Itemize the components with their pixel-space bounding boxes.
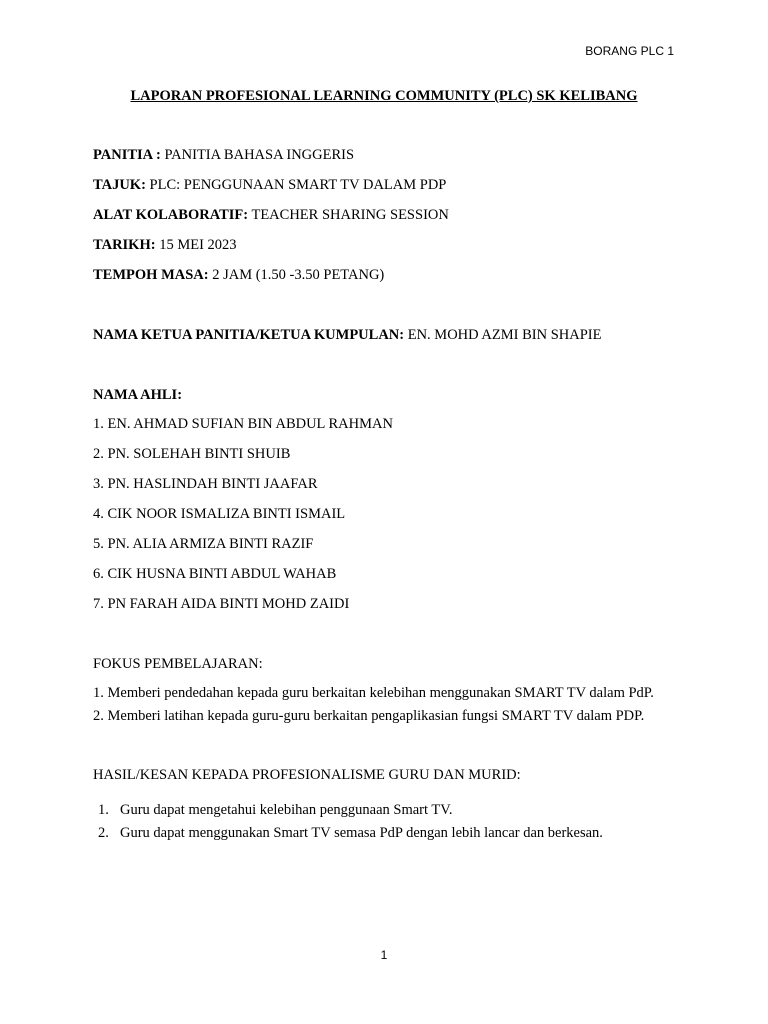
tempoh-label: TEMPOH MASA: bbox=[93, 267, 209, 283]
tempoh-line bbox=[93, 266, 384, 284]
tarikh-label: TARIKH: bbox=[93, 237, 156, 253]
panitia-label: PANITIA : bbox=[93, 147, 161, 163]
ketua-value: EN. MOHD AZMI BIN SHAPIE bbox=[404, 327, 602, 343]
tajuk-label: TAJUK: bbox=[93, 177, 146, 193]
tarikh-value: 15 MEI 2023 bbox=[155, 237, 237, 253]
member-item: 6. CIK HUSNA BINTI ABDUL WAHAB bbox=[93, 566, 337, 582]
alat-line bbox=[93, 206, 449, 224]
ketua-label: NAMA KETUA PANITIA/KETUA KUMPULAN: bbox=[93, 327, 405, 343]
hasil-item bbox=[98, 824, 603, 842]
tarikh-line bbox=[93, 236, 237, 254]
tempoh-value: 2 JAM (1.50 -3.50 PETANG) bbox=[208, 267, 385, 283]
alat-value: TEACHER SHARING SESSION bbox=[248, 207, 449, 223]
form-code: BORANG PLC 1 bbox=[585, 44, 674, 58]
member-item: 2. PN. SOLEHAH BINTI SHUIB bbox=[93, 446, 291, 462]
member-item: 1. EN. AHMAD SUFIAN BIN ABDUL RAHMAN bbox=[93, 416, 393, 432]
ahli-heading: NAMA AHLI: bbox=[93, 387, 183, 403]
panitia-value: PANITIA BAHASA INGGERIS bbox=[160, 147, 355, 163]
fokus-heading: FOKUS PEMBELAJARAN: bbox=[93, 656, 263, 672]
panitia-line bbox=[93, 146, 354, 164]
hasil-item-text: Guru dapat menggunakan Smart TV semasa PdP dengan lebih lancar dan berkesan. bbox=[120, 825, 603, 841]
member-item: 5. PN. ALIA ARMIZA BINTI RAZIF bbox=[93, 536, 314, 552]
ketua-line bbox=[93, 326, 601, 344]
page-number: 1 bbox=[380, 948, 388, 962]
fokus-item: 1. Memberi pendedahan kepada guru berkaitan kelebihan menggunakan SMART TV dalam PdP. bbox=[93, 685, 654, 701]
hasil-item-text: Guru dapat mengetahui kelebihan penggunaan Smart TV. bbox=[120, 802, 453, 818]
member-item: 3. PN. HASLINDAH BINTI JAAFAR bbox=[93, 476, 318, 492]
member-item: 7. PN FARAH AIDA BINTI MOHD ZAIDI bbox=[93, 596, 350, 612]
hasil-heading: HASIL/KESAN KEPADA PROFESIONALISME GURU DAN MURID: bbox=[93, 767, 521, 783]
hasil-item bbox=[98, 801, 452, 819]
alat-label: ALAT KOLABORATIF: bbox=[93, 207, 249, 223]
fokus-item: 2. Memberi latihan kepada guru-guru berkaitan pengaplikasian fungsi SMART TV dalam PDP. bbox=[93, 708, 645, 724]
hasil-item-number: 1. bbox=[98, 802, 109, 818]
member-item: 4. CIK NOOR ISMALIZA BINTI ISMAIL bbox=[93, 506, 346, 522]
tajuk-line bbox=[93, 176, 446, 194]
hasil-item-number: 2. bbox=[98, 825, 109, 841]
tajuk-value: PLC: PENGGUNAAN SMART TV DALAM PDP bbox=[145, 177, 447, 193]
report-title: LAPORAN PROFESIONAL LEARNING COMMUNITY (PLC) SK KELIBANG bbox=[130, 88, 638, 104]
